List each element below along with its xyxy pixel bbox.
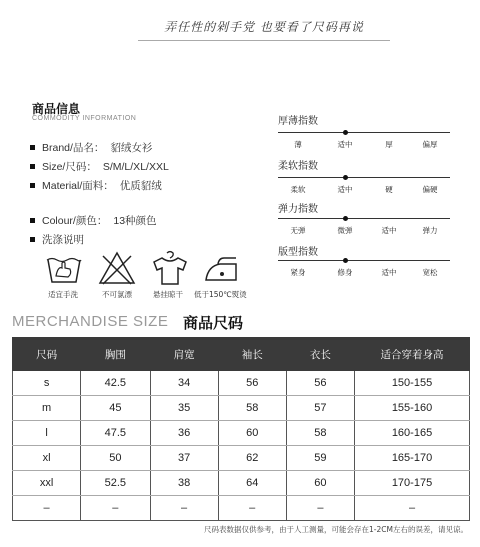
table-cell: 58	[286, 421, 354, 446]
table-cell: 56	[218, 371, 286, 396]
table-cell: 45	[81, 396, 150, 421]
index-label: 紧身	[290, 268, 306, 277]
care-label-iron: 低于150℃熨烫	[194, 290, 247, 299]
table-row	[13, 421, 470, 446]
column-header: 尺码	[13, 338, 81, 371]
table-cell: 58	[218, 396, 286, 421]
index-elasticity-title: 弹力指数	[278, 204, 318, 215]
index-label: 适中	[381, 226, 397, 235]
index-label: 修身	[337, 268, 353, 277]
table-cell: 35	[150, 396, 218, 421]
info-row-colour: Colour/颜色： 13种颜色	[30, 213, 157, 228]
hand-wash-icon	[44, 250, 84, 286]
banner-underline	[138, 40, 390, 41]
table-cell: l	[13, 421, 81, 446]
table-cell: 47.5	[81, 421, 150, 446]
index-elasticity-scale	[278, 218, 450, 219]
index-softness-marker	[343, 175, 348, 180]
table-cell: s	[13, 371, 81, 396]
index-label: 弹力	[422, 226, 438, 235]
info-row-wash: 洗涤说明	[30, 232, 84, 247]
size-disclaimer: 尺码表数据仅供参考，由于人工测量，可能会存在1-2CM左右的误差，请见谅。	[204, 525, 468, 534]
bullet-icon	[30, 145, 35, 150]
index-label: 适中	[337, 185, 353, 194]
table-cell: 165-170	[355, 446, 470, 471]
table-cell: m	[13, 396, 81, 421]
table-cell: 50	[81, 446, 150, 471]
table-cell: xl	[13, 446, 81, 471]
care-label-hang-dry: 悬挂晾干	[153, 290, 183, 299]
column-header: 胸围	[81, 338, 150, 371]
index-label: 适中	[381, 268, 397, 277]
column-header: 袖长	[218, 338, 286, 371]
bullet-icon	[30, 183, 35, 188]
table-row	[13, 446, 470, 471]
no-bleach-icon	[97, 250, 137, 286]
index-fit-title: 版型指数	[278, 247, 318, 258]
table-cell: 57	[286, 396, 354, 421]
bullet-icon	[30, 218, 35, 223]
table-cell: –	[150, 496, 218, 521]
index-thickness-marker	[343, 130, 348, 135]
table-cell: –	[286, 496, 354, 521]
index-thickness-title: 厚薄指数	[278, 116, 318, 127]
table-cell: 52.5	[81, 471, 150, 496]
table-cell: –	[218, 496, 286, 521]
table-cell: 160-165	[355, 421, 470, 446]
index-elasticity-marker	[343, 216, 348, 221]
table-cell: 155-160	[355, 396, 470, 421]
index-softness-title: 柔软指数	[278, 161, 318, 172]
index-label: 薄	[294, 140, 302, 149]
table-cell: –	[355, 496, 470, 521]
column-header: 适合穿着身高	[355, 338, 470, 371]
info-row-brand: Brand/品名： 貂绒女衫	[30, 140, 152, 155]
info-title: 商品信息	[32, 102, 81, 116]
table-cell: 60	[218, 421, 286, 446]
info-row-material: Material/面料： 优质貂绒	[30, 178, 162, 193]
bullet-icon	[30, 164, 35, 169]
table-cell: 170-175	[355, 471, 470, 496]
index-label: 偏硬	[422, 185, 438, 194]
size-table	[12, 337, 470, 521]
iron-low-temp-icon	[200, 250, 240, 286]
table-cell: 38	[150, 471, 218, 496]
index-fit-scale	[278, 260, 450, 261]
table-row	[13, 471, 470, 496]
index-softness-scale	[278, 177, 450, 178]
table-cell: 37	[150, 446, 218, 471]
index-fit-marker	[343, 258, 348, 263]
table-cell: 64	[218, 471, 286, 496]
table-cell: –	[81, 496, 150, 521]
column-header: 肩宽	[150, 338, 218, 371]
table-cell: 62	[218, 446, 286, 471]
index-label: 硬	[385, 185, 393, 194]
table-cell: 56	[286, 371, 354, 396]
header-banner	[138, 10, 390, 46]
column-header: 衣长	[286, 338, 354, 371]
hang-dry-icon	[150, 250, 190, 286]
table-row	[13, 496, 470, 521]
table-cell: 60	[286, 471, 354, 496]
care-label-hand-wash: 适宜手洗	[48, 290, 78, 299]
size-section-title-en: MERCHANDISE SIZE	[12, 313, 169, 330]
table-cell: 36	[150, 421, 218, 446]
bullet-icon	[30, 237, 35, 242]
size-section-title-cn: 商品尺码	[183, 314, 244, 332]
care-label-no-bleach: 不可氯漂	[102, 290, 132, 299]
info-subtitle: COMMODITY INFORMATION	[32, 115, 137, 122]
index-label: 适中	[337, 140, 353, 149]
table-cell: 34	[150, 371, 218, 396]
table-row	[13, 396, 470, 421]
table-cell: –	[13, 496, 81, 521]
index-label: 无弹	[290, 226, 306, 235]
info-row-size: Size/尺码： S/M/L/XL/XXL	[30, 159, 169, 174]
table-cell: 42.5	[81, 371, 150, 396]
index-label: 偏厚	[422, 140, 438, 149]
table-cell: xxl	[13, 471, 81, 496]
table-cell: 59	[286, 446, 354, 471]
table-cell: 150-155	[355, 371, 470, 396]
table-row	[13, 371, 470, 396]
index-label: 微弹	[337, 226, 353, 235]
size-table-header	[13, 338, 470, 371]
index-label: 厚	[385, 140, 393, 149]
banner-slogan: 弄任性的剁手党 也要看了尺码再说	[164, 20, 364, 34]
index-label: 宽松	[422, 268, 438, 277]
index-label: 柔软	[290, 185, 306, 194]
index-thickness-scale	[278, 132, 450, 133]
